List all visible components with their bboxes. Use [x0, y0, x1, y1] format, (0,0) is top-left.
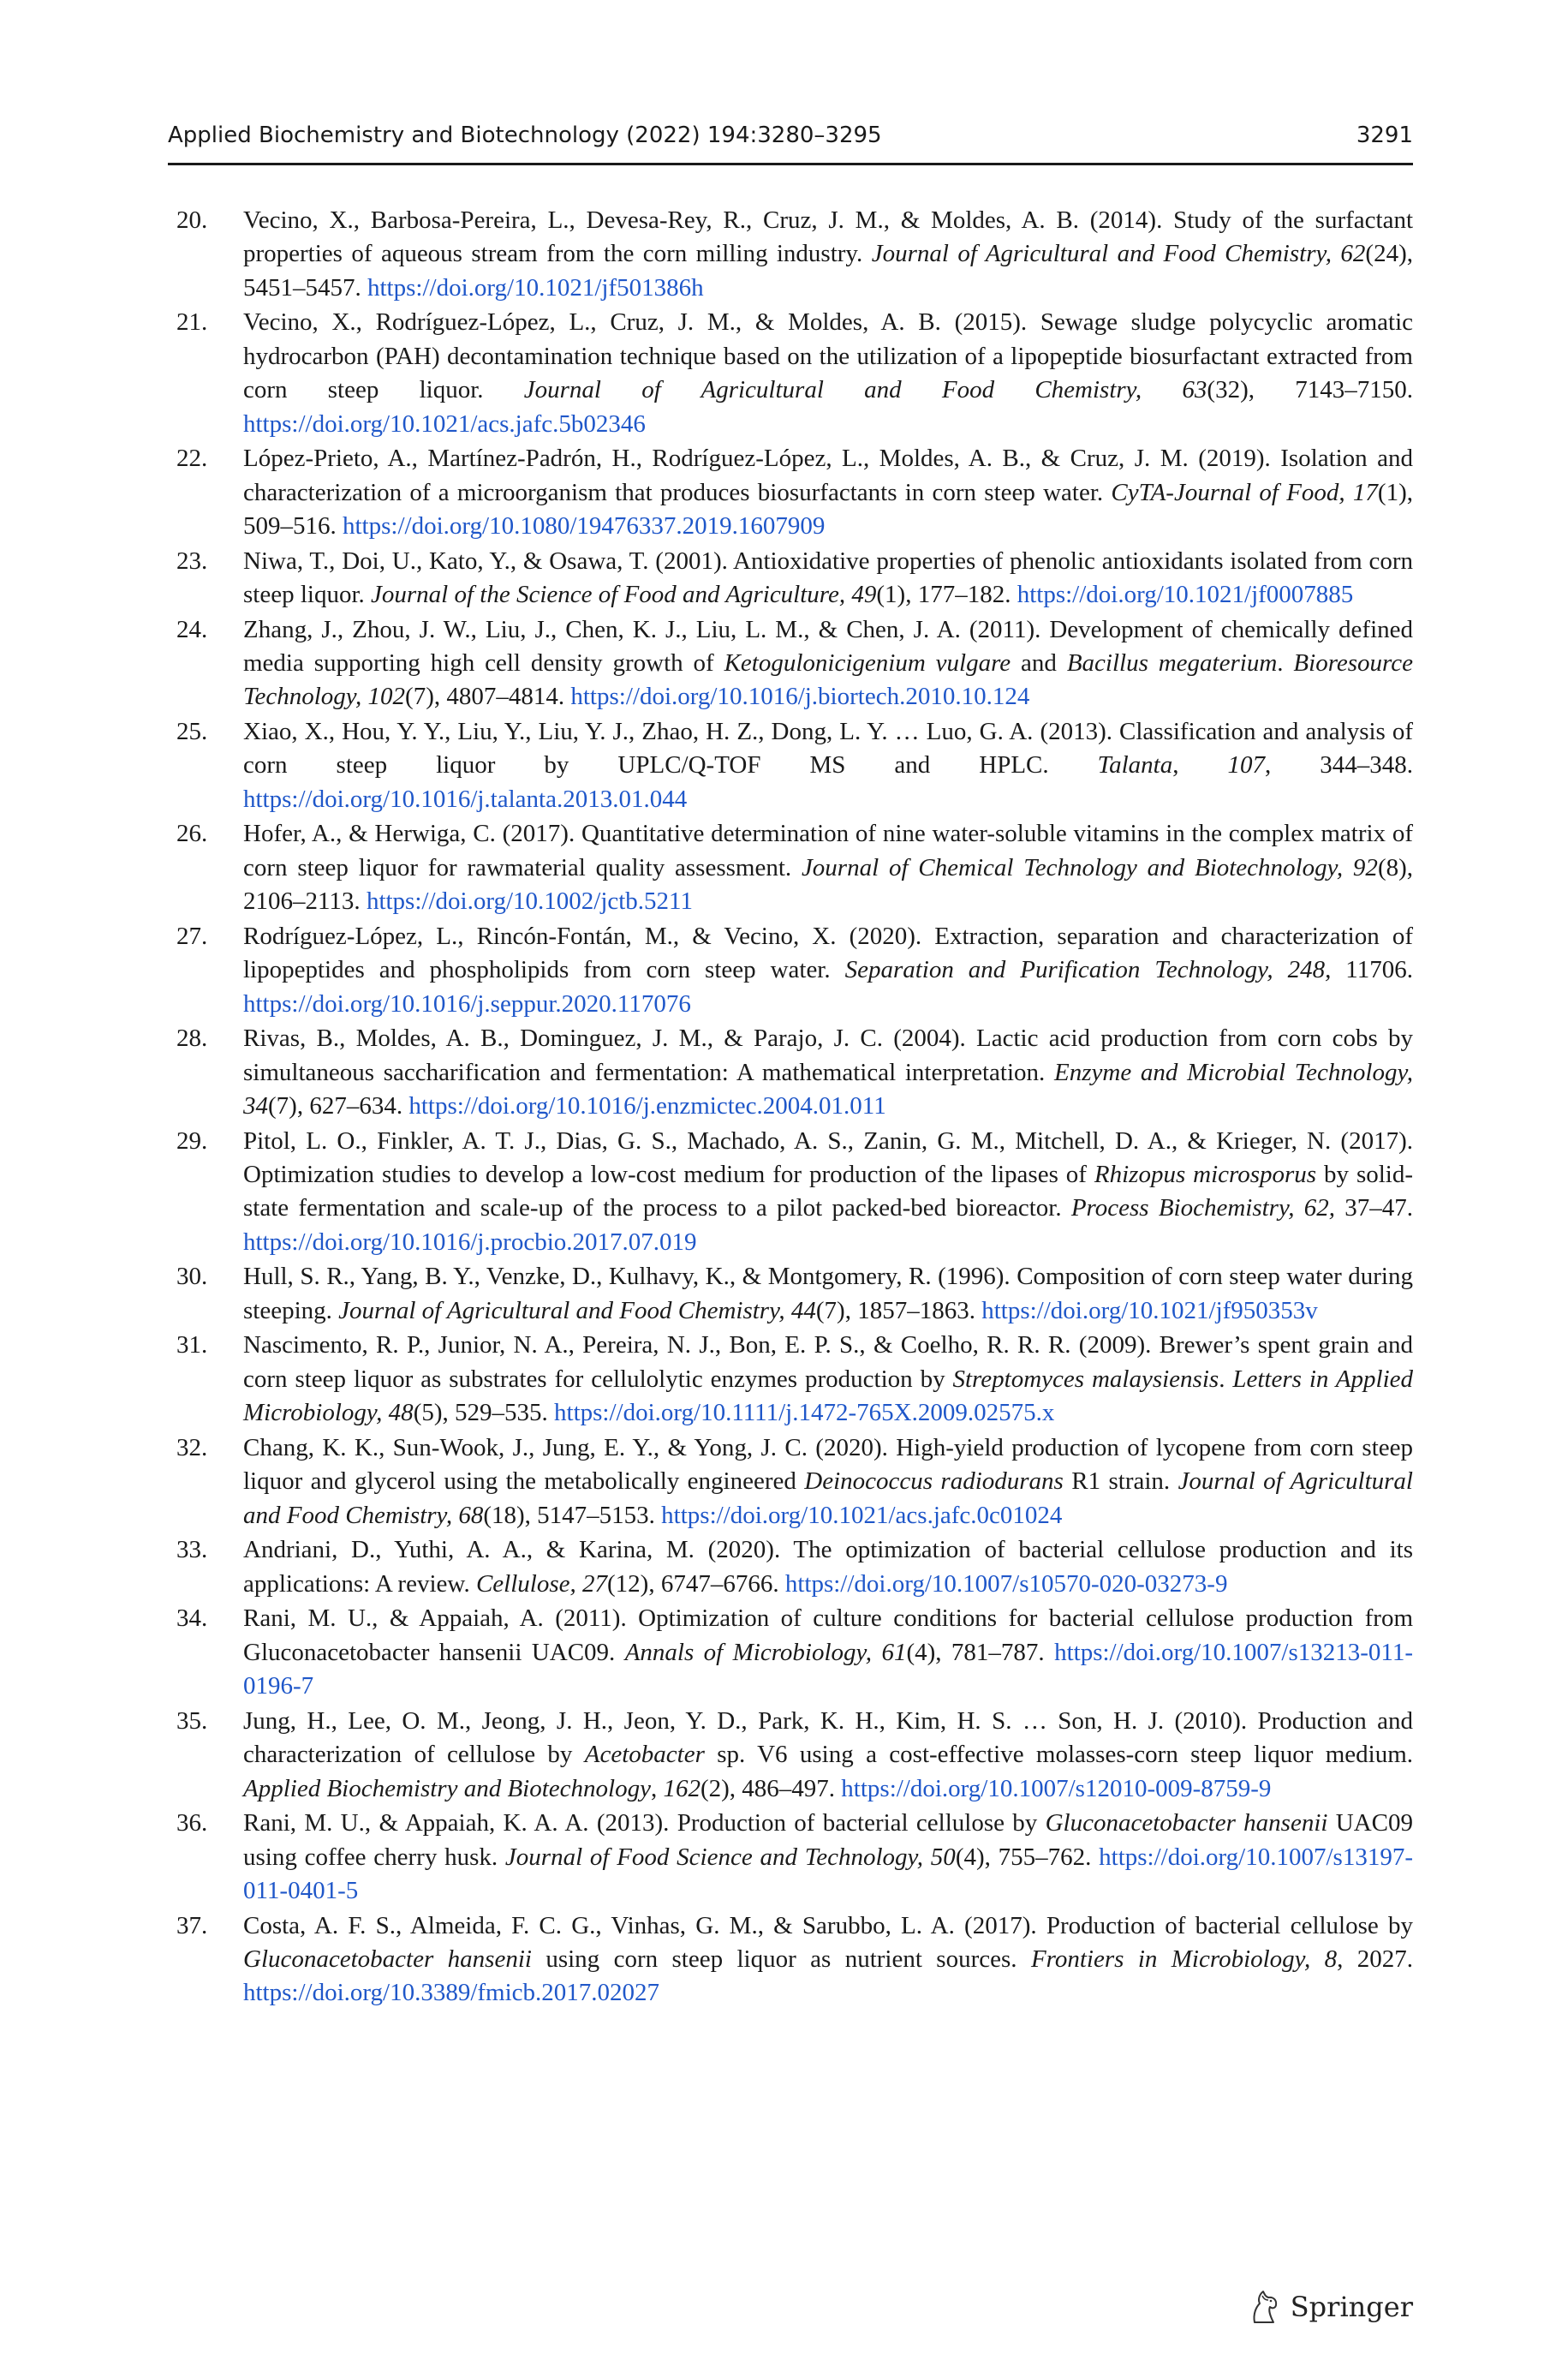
reference-number: 21.	[176, 308, 208, 337]
doi-link[interactable]: https://doi.org/10.1007/s13213-011-0196-7	[243, 1638, 1413, 1700]
reference-text-segment: Jung, H., Lee, O. M., Jeong, J. H., Jeon, Y. D., Park, K. H., Kim, H. S. … Son, H. J. (2010). Production and characterization of cellulose by	[243, 1706, 1413, 1769]
reference-number: 27.	[176, 922, 208, 950]
reference-text-segment: López-Prieto, A., Martínez-Padrón, H., Rodríguez-López, L., Moldes, A. B., & Cruz, J. M. (2019). Isolation and characterization of a microorganism that produces biosurfactants in corn steep water.	[243, 445, 1413, 506]
reference-text	[243, 1025, 1413, 1120]
reference-item	[176, 1260, 1413, 1328]
reference-item	[176, 306, 1413, 441]
doi-link[interactable]: https://doi.org/10.1016/j.biortech.2010.10.124	[570, 683, 1030, 711]
reference-text	[243, 1331, 1413, 1426]
reference-text	[243, 1434, 1413, 1529]
reference-text-segment: by solid-state fermentation and scale-up of the process to a pilot packed-bed bioreactor.	[243, 1161, 1414, 1222]
reference-text-segment: (7), 1857–1863.	[815, 1296, 982, 1324]
reference-text-segment: (2), 486–497.	[700, 1774, 842, 1802]
reference-italic-text: Gluconacetobacter hansenii	[1045, 1809, 1328, 1837]
reference-number: 28.	[176, 1025, 208, 1053]
reference-text-segment: Vecino, X., Rodríguez-López, L., Cruz, J. M., & Moldes, A. B. (2015). Sewage sludge polycyclic aromatic hydrocarbon (PAH) decontamination technique based on the utilization of a lipopeptide biosurfactant extracted from corn steep liquor.	[243, 308, 1413, 404]
reference-italic-text: Frontiers in Microbiology, 8	[1030, 1945, 1338, 1973]
reference-italic-text: Deinococcus radiodurans	[804, 1467, 1064, 1496]
reference-item	[176, 715, 1413, 816]
reference-italic-text: Ketogulonicigenium vulgare	[724, 649, 1011, 678]
reference-number: 26.	[176, 820, 208, 848]
reference-item	[176, 1807, 1413, 1908]
reference-italic-text: Journal of Chemical Technology and Biotechnology, 92	[801, 853, 1378, 881]
reference-text	[243, 1912, 1413, 2007]
reference-number: 33.	[176, 1536, 208, 1564]
doi-link[interactable]: https://doi.org/10.1021/jf950353v	[981, 1296, 1318, 1324]
doi-link[interactable]: https://doi.org/10.3389/fmicb.2017.02027	[243, 1979, 660, 2007]
reference-text	[243, 1263, 1413, 1323]
doi-link[interactable]: https://doi.org/10.1021/jf501386h	[367, 273, 704, 302]
reference-text-segment: (8), 2106–2113.	[243, 853, 1414, 916]
reference-text-segment: Nascimento, R. P., Junior, N. A., Pereira, N. J., Bon, E. P. S., & Coelho, R. R. R. (2009). Brewer’s spent grain and corn steep liquor as substrates for cellulolytic enzymes production by	[243, 1331, 1413, 1393]
reference-italic-text: Separation and Purification Technology, 248,	[844, 956, 1332, 984]
reference-italic-text: Journal of Food Science and Technology, 50	[504, 1843, 956, 1871]
doi-link[interactable]: https://doi.org/10.1007/s12010-009-8759-9	[841, 1774, 1272, 1802]
reference-list	[176, 204, 1413, 2011]
publisher-footer	[1248, 2285, 1413, 2328]
reference-text	[243, 616, 1413, 711]
reference-italic-text: Journal of Agricultural and Food Chemistry, 44	[338, 1296, 816, 1324]
reference-text	[243, 1127, 1413, 1256]
reference-text-segment: Rani, M. U., & Appaiah, K. A. A. (2013). Production of bacterial cellulose by	[243, 1809, 1046, 1837]
doi-link[interactable]: https://doi.org/10.1007/s13197-011-0401-5	[243, 1843, 1413, 1904]
reference-item	[176, 1022, 1413, 1123]
doi-link[interactable]: https://doi.org/10.1016/j.seppur.2020.117076	[243, 989, 691, 1018]
reference-item	[176, 920, 1413, 1021]
reference-italic-text: Talanta	[1097, 751, 1173, 780]
reference-number: 24.	[176, 615, 208, 643]
running-header	[168, 120, 1413, 163]
reference-text-segment: ,	[650, 1774, 664, 1802]
reference-italic-text: Enzyme and Microbial Technology, 34	[243, 1058, 1413, 1120]
reference-italic-text: 107	[1227, 751, 1265, 780]
reference-italic-text: Journal of Agricultural and Food Chemistry, 63	[523, 376, 1207, 404]
reference-text-segment: and	[1011, 649, 1067, 678]
reference-text-segment: (7), 627–634.	[268, 1092, 409, 1120]
reference-number: 25.	[176, 718, 208, 746]
doi-link[interactable]: https://doi.org/10.1021/jf0007885	[1017, 581, 1354, 609]
reference-text-segment: Rani, M. U., & Appaiah, A. (2011). Optimization of culture conditions for bacterial cellulose production from Gluconacetobacter hansenii UAC09.	[243, 1604, 1413, 1666]
reference-text-segment: Rivas, B., Moldes, A. B., Dominguez, J. M., & Parajo, J. C. (2004). Lactic acid production from corn cobs by simultaneous saccharification and fermentation: A mathematical interpretation.	[243, 1025, 1413, 1086]
reference-item	[176, 1705, 1413, 1806]
reference-item	[176, 613, 1413, 714]
reference-italic-text: Gluconacetobacter hansenii	[243, 1945, 532, 1973]
reference-text-segment: UAC09 using coffee cherry husk.	[243, 1809, 1413, 1871]
reference-text-segment: , 344–348.	[1265, 751, 1414, 780]
reference-number: 22.	[176, 445, 208, 473]
reference-number: 37.	[176, 1911, 208, 1939]
reference-italic-text: Cellulose, 27	[475, 1569, 607, 1598]
reference-text-segment: 37–47.	[1335, 1194, 1414, 1222]
reference-item	[176, 817, 1413, 918]
reference-number: 36.	[176, 1809, 208, 1837]
reference-item	[176, 204, 1413, 305]
reference-text-segment: Xiao, X., Hou, Y. Y., Liu, Y., Liu, Y. J., Zhao, H. Z., Dong, L. Y. … Luo, G. A. (2013). Classification and analysis of corn steep liquor by UPLC/Q-TOF MS and HPLC.	[243, 718, 1413, 780]
reference-text-segment: Vecino, X., Barbosa-Pereira, L., Devesa-Rey, R., Cruz, J. M., & Moldes, A. B. (2014). Study of the surfactant properties of aqueous stream from the corn milling industry.	[243, 206, 1413, 268]
doi-link[interactable]: https://doi.org/10.1021/acs.jafc.5b02346	[243, 409, 646, 438]
reference-text-segment: R1 strain.	[1063, 1467, 1178, 1496]
reference-item	[176, 1431, 1413, 1533]
reference-number: 23.	[176, 547, 208, 575]
reference-number: 29.	[176, 1126, 208, 1155]
reference-item	[176, 545, 1413, 612]
reference-text-segment: Hofer, A., & Herwiga, C. (2017). Quantitative determination of nine water-soluble vitamins in the complex matrix of corn steep liquor for rawmaterial quality assessment.	[243, 820, 1413, 881]
reference-italic-text: Letters in Applied Microbiology, 48	[243, 1365, 1413, 1427]
reference-italic-text: Annals of Microbiology, 61	[624, 1638, 907, 1666]
reference-item	[176, 1533, 1413, 1601]
reference-text	[243, 820, 1413, 915]
reference-text-segment: Hull, S. R., Yang, B. Y., Venzke, D., Kulhavy, K., & Montgomery, R. (1996). Composition of corn steep water during steeping.	[243, 1263, 1413, 1324]
reference-italic-text: Journal of Agricultural and Food Chemistry, 68	[243, 1467, 1413, 1529]
reference-number: 32.	[176, 1433, 208, 1461]
doi-link[interactable]: https://doi.org/10.1080/19476337.2019.1607909	[343, 512, 826, 541]
reference-item	[176, 1909, 1413, 2011]
reference-italic-text: Bioresource Technology, 102	[243, 649, 1414, 711]
reference-text	[243, 206, 1413, 302]
reference-text	[243, 1536, 1413, 1597]
reference-text-segment: (24), 5451–5457.	[243, 240, 1413, 302]
reference-item	[176, 442, 1413, 543]
reference-text	[243, 308, 1413, 437]
reference-text-segment: (32), 7143–7150.	[1207, 376, 1413, 404]
reference-item	[176, 1602, 1413, 1703]
reference-text-segment: Niwa, T., Doi, U., Kato, Y., & Osawa, T. (2001). Antioxidative properties of phenolic antioxidants isolated from corn steep liquor.	[243, 547, 1413, 609]
reference-text-segment: (1), 177–182.	[876, 581, 1017, 609]
reference-italic-text: CyTA-Journal of Food, 17	[1111, 478, 1378, 506]
doi-link[interactable]: https://doi.org/10.1002/jctb.5211	[366, 887, 693, 916]
reference-text-segment: Costa, A. F. S., Almeida, F. C. G., Vinhas, G. M., & Sarubbo, L. A. (2017). Production of bacterial cellulose by	[243, 1911, 1413, 1939]
reference-text-segment: .	[1219, 1365, 1233, 1393]
reference-text	[243, 923, 1413, 1018]
reference-text	[243, 445, 1413, 540]
journal-citation: Applied Biochemistry and Biotechnology (2022) 194:3280–3295	[168, 122, 882, 148]
reference-text	[243, 1707, 1413, 1802]
header-rule	[168, 163, 1413, 165]
reference-text	[243, 1604, 1413, 1700]
reference-text-segment: (4), 755–762.	[955, 1843, 1100, 1871]
reference-text-segment: (12), 6747–6766.	[607, 1569, 785, 1598]
reference-italic-text: 162	[663, 1774, 701, 1802]
reference-italic-text: Bacillus megaterium	[1066, 649, 1278, 678]
reference-text-segment: Chang, K. K., Sun-Wook, J., Jung, E. Y., & Yong, J. C. (2020). High-yield production of lycopene from corn steep liquor and glycerol using the metabolically engineered	[243, 1433, 1413, 1496]
reference-item	[176, 1125, 1413, 1260]
reference-text-segment: (1), 509–516.	[243, 478, 1413, 541]
reference-text-segment: (4), 781–787.	[906, 1638, 1055, 1666]
reference-text-segment: Andriani, D., Yuthi, A. A., & Karina, M. (2020). The optimization of bacterial cellulose production and its applications: A review.	[243, 1536, 1413, 1598]
doi-link[interactable]: https://doi.org/10.1007/s10570-020-03273-9	[784, 1569, 1228, 1598]
doi-link[interactable]: https://doi.org/10.1111/j.1472-765X.2009.02575.x	[554, 1399, 1055, 1427]
reference-text	[243, 1809, 1413, 1904]
reference-text-segment: (5), 529–535.	[413, 1399, 555, 1427]
reference-text	[243, 718, 1413, 813]
page-number: 3291	[1356, 122, 1413, 148]
reference-text-segment: sp. V6 using a cost-effective molasses-corn steep liquor medium.	[704, 1741, 1414, 1769]
reference-text-segment: , 2027.	[1337, 1945, 1414, 1973]
reference-italic-text: Streptomyces malaysiensis	[952, 1365, 1219, 1393]
reference-text-segment: 11706.	[1331, 956, 1413, 984]
reference-number: 35.	[176, 1706, 208, 1735]
reference-italic-text: Acetobacter	[584, 1741, 705, 1769]
reference-text-segment: (18), 5147–5153.	[483, 1501, 662, 1529]
doi-link[interactable]: https://doi.org/10.1016/j.talanta.2013.01.044	[243, 785, 688, 813]
reference-text-segment: using corn steep liquor as nutrient sources.	[531, 1945, 1031, 1973]
reference-text-segment: (7), 4807–4814.	[405, 683, 571, 711]
doi-link[interactable]: https://doi.org/10.1016/j.enzmictec.2004.01.011	[408, 1092, 886, 1120]
reference-text-segment: Pitol, L. O., Finkler, A. T. J., Dias, G. S., Machado, A. S., Zanin, G. M., Mitchell, D. A., & Krieger, N. (2017). Optimization studies to develop a low-cost medium for production of the lipases of	[243, 1126, 1413, 1189]
publisher-name: Springer	[1290, 2291, 1413, 2323]
reference-number: 34.	[176, 1604, 208, 1633]
doi-link[interactable]: https://doi.org/10.1016/j.procbio.2017.07.019	[243, 1228, 697, 1256]
doi-link[interactable]: https://doi.org/10.1021/acs.jafc.0c01024	[661, 1501, 1063, 1529]
reference-italic-text: Rhizopus microsporus	[1094, 1161, 1317, 1189]
reference-italic-text: Journal of the Science of Food and Agriculture, 49	[371, 581, 877, 609]
reference-italic-text: Process Biochemistry, 62,	[1070, 1194, 1335, 1222]
reference-italic-text: Journal of Agricultural and Food Chemistry, 62	[871, 240, 1366, 268]
reference-text-segment: Rodríguez-López, L., Rincón-Fontán, M., & Vecino, X. (2020). Extraction, separation and characterization of lipopeptides and phospholipids from corn steep water.	[243, 922, 1413, 984]
reference-text-segment: .	[1277, 649, 1294, 678]
reference-number: 30.	[176, 1263, 208, 1291]
springer-horse-icon	[1248, 2288, 1282, 2326]
reference-italic-text: Applied Biochemistry and Biotechnology	[243, 1774, 651, 1802]
reference-item	[176, 1329, 1413, 1430]
reference-text-segment: ,	[1172, 751, 1228, 780]
reference-text-segment: Zhang, J., Zhou, J. W., Liu, J., Chen, K. J., Liu, L. M., & Chen, J. A. (2011). Development of chemically defined media supporting high cell density growth of	[243, 615, 1413, 678]
reference-number: 31.	[176, 1331, 208, 1359]
reference-text	[243, 547, 1413, 608]
reference-number: 20.	[176, 206, 208, 234]
